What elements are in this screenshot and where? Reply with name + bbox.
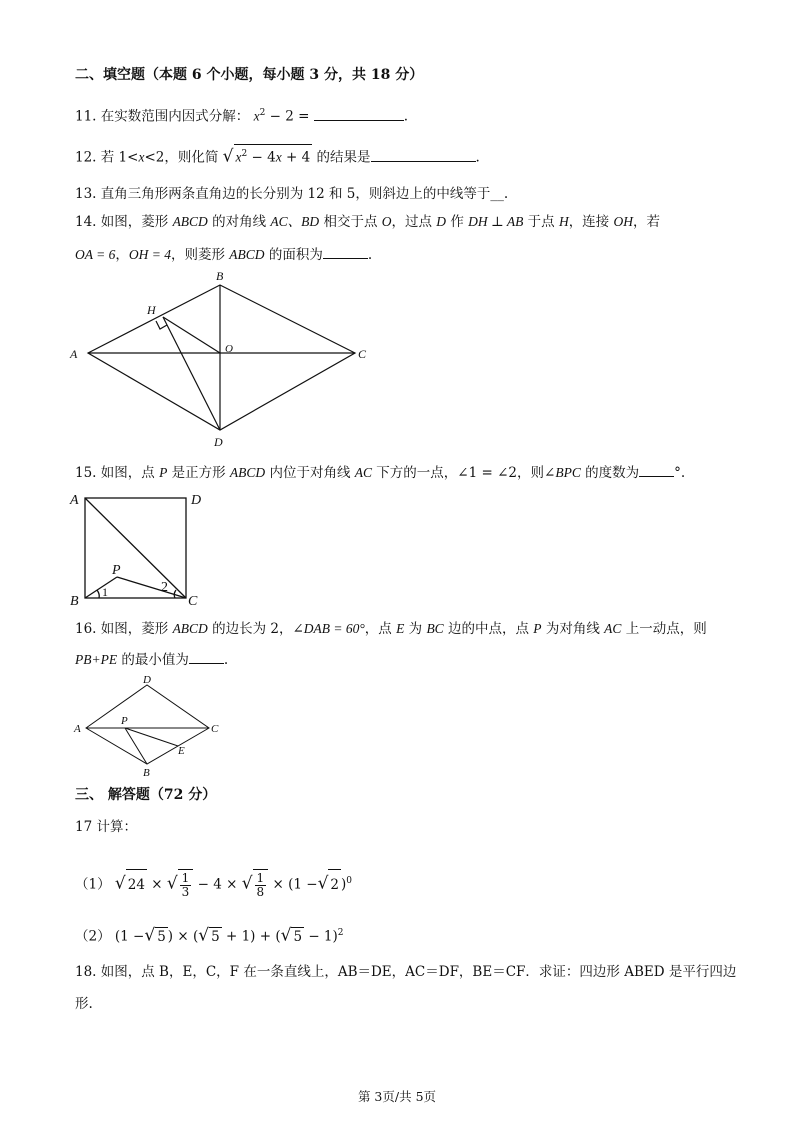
question-17-title: 17 计算： bbox=[75, 819, 137, 835]
question-17-part2: （2） (1 −√ 5 ) × (√ 5 + 1) + (√ 5 − 1)$^2$ bbox=[75, 925, 344, 946]
q11-prefix: 11. 在实数范围内因式分解： bbox=[75, 108, 250, 125]
question-14-line2: OA = 6，OH = 4，则菱形 ABCD 的面积为 . bbox=[75, 247, 373, 263]
q11-rest: − 2 = bbox=[265, 108, 310, 125]
question-16-line2: PB+PE 的最小值为 . bbox=[75, 652, 229, 668]
label-a: A bbox=[70, 493, 79, 508]
label-angle-2: 2 bbox=[161, 580, 168, 595]
label-c: C bbox=[358, 347, 367, 361]
question-18-line2: 形. bbox=[75, 996, 93, 1012]
q14-rhombus-figure bbox=[60, 270, 380, 455]
label-b: B bbox=[70, 594, 79, 609]
q12-end: . bbox=[475, 149, 480, 166]
q16-answer-blank[interactable] bbox=[189, 650, 224, 664]
page-footer: 第 3页/共 5页 bbox=[357, 1089, 437, 1104]
segment-bp bbox=[85, 577, 117, 598]
angle-1-arc bbox=[97, 590, 99, 598]
q12-var: x bbox=[138, 149, 145, 165]
q11-suffix: . bbox=[403, 108, 408, 125]
label-p: P bbox=[112, 563, 121, 578]
question-12 bbox=[75, 144, 480, 167]
label-angle-1: 1 bbox=[102, 585, 108, 599]
question-15: 15. 如图，点 P 是正方形 ABCD 内位于对角线 AC 下方的一点，∠1 = ∠2，则∠BPC 的度数为 °. bbox=[75, 465, 686, 481]
question-11 bbox=[75, 104, 408, 126]
question-14-line1: 14. 如图，菱形 ABCD 的对角线 AC、BD 相交于点 O，过点 D 作 DH ⊥ AB 于点 H，连接 OH，若 bbox=[75, 214, 660, 230]
label-c: C bbox=[188, 594, 198, 609]
segment-pb bbox=[125, 728, 147, 764]
rhombus-abcd bbox=[88, 285, 355, 430]
label-c: C bbox=[211, 723, 219, 735]
sqrt-sign: √ bbox=[222, 146, 234, 167]
q15-square-figure bbox=[68, 488, 213, 610]
q12-radicand: $x^2 - 4x + 4$ bbox=[234, 144, 313, 167]
q12-answer-blank[interactable] bbox=[371, 148, 476, 162]
section-title-fill-blank: 二、填空题（本题 6 个小题，每小题 3 分，共 18 分） bbox=[75, 67, 424, 83]
label-o: O bbox=[225, 343, 233, 355]
label-d: D bbox=[143, 674, 151, 686]
q11-answer-blank[interactable] bbox=[314, 107, 404, 121]
label-p: P bbox=[121, 715, 128, 727]
q11-exp: 2 bbox=[259, 108, 266, 118]
q12-prefix: 12. 若 1< bbox=[75, 149, 139, 166]
segment-pe bbox=[125, 728, 178, 746]
question-18-line1: 18. 如图，点 B，E，C，F 在一条直线上，AB＝DE，AC＝DF，BE＝CF．求证：四边形 ABED 是平行四边 bbox=[75, 964, 737, 980]
q15-answer-blank[interactable] bbox=[639, 463, 674, 477]
label-b: B bbox=[216, 270, 224, 283]
q16-rhombus-figure bbox=[70, 672, 230, 780]
label-a: A bbox=[70, 347, 78, 361]
section-title-solutions: 三、 解答题（72 分） bbox=[75, 787, 217, 803]
rhombus-abcd bbox=[86, 685, 209, 764]
label-a: A bbox=[74, 723, 81, 735]
question-13: 13. 直角三角形两条直角边的长分别为 12 和 5，则斜边上的中线等于__. bbox=[75, 186, 509, 202]
label-d: D bbox=[191, 493, 202, 508]
q14-answer-blank[interactable] bbox=[323, 245, 368, 259]
q12-mid: <2，则化简 bbox=[144, 149, 219, 166]
angle-2-arc bbox=[174, 590, 176, 598]
label-h: H bbox=[147, 303, 156, 317]
label-b: B bbox=[143, 767, 150, 779]
question-16-line1: 16. 如图，菱形 ABCD 的边长为 2，∠DAB = 60°，点 E 为 BC 边的中点，点 P 为对角线 AC 上一动点，则 bbox=[75, 621, 707, 637]
q11-var: x bbox=[253, 108, 260, 124]
label-d: D bbox=[214, 435, 223, 449]
label-e: E bbox=[178, 745, 185, 757]
q12-suffix: 的结果是 bbox=[316, 149, 371, 166]
question-17-part1: （1） √ 24 × √ $\frac{1}{3}$ − 4 × √ $\frac{1}{8}$ × (1 −√ 2 )$^0$ bbox=[75, 870, 353, 899]
